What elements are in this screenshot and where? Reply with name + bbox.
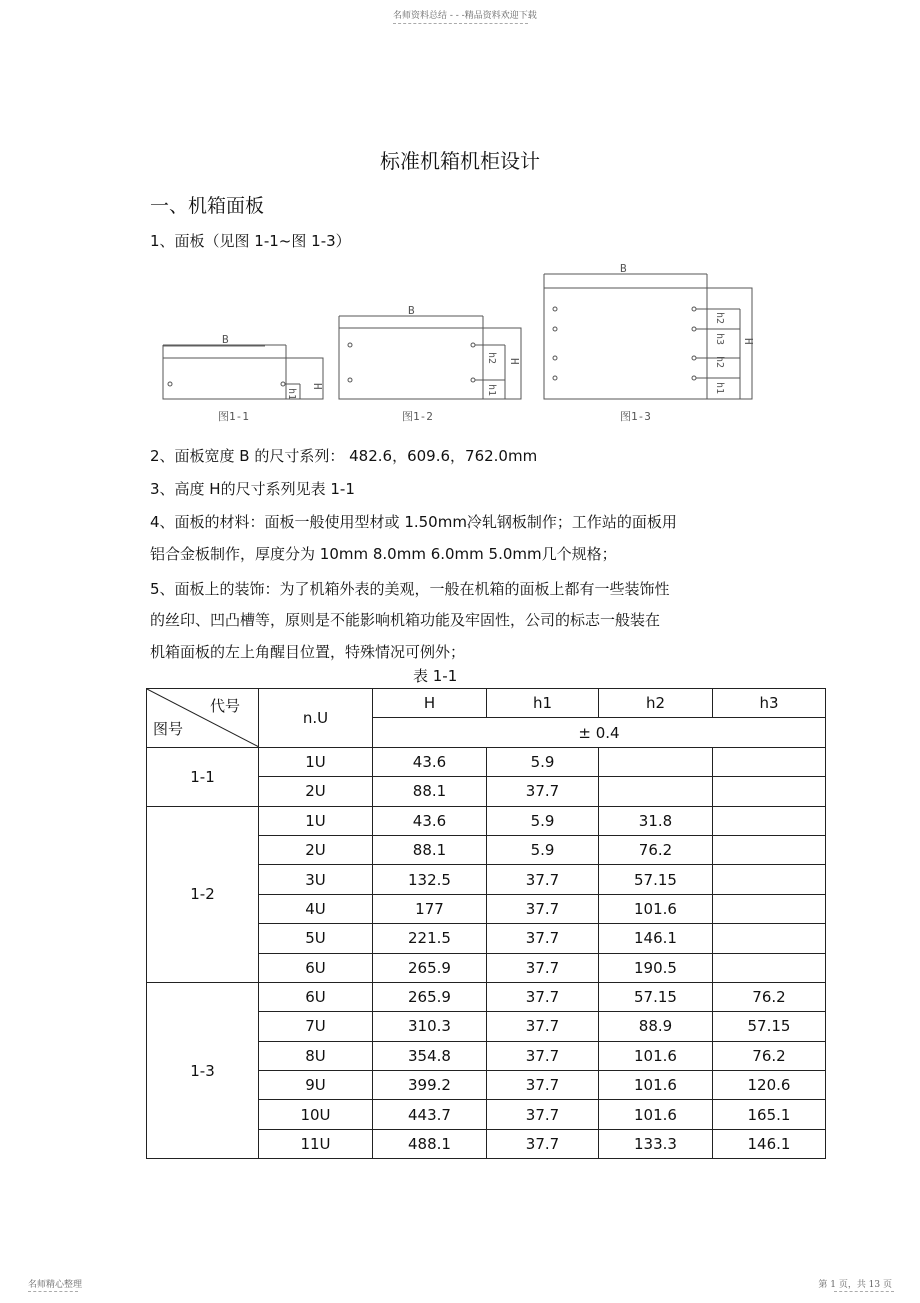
value-cell: 37.7 [487, 777, 599, 806]
value-cell: 76.2 [599, 835, 713, 864]
page-header: 名师资料总结 - - -精品资料欢迎下载 [393, 11, 537, 21]
dim-h1: h1 [286, 388, 297, 401]
value-cell: 76.2 [713, 982, 826, 1011]
value-cell: 5.9 [487, 806, 599, 835]
figure-cell: 1-2 [147, 806, 259, 982]
unit-cell: 6U [259, 953, 373, 982]
footer-divider [28, 1291, 78, 1292]
paragraph: 4、面板的材料：面板一般使用型材或 1.50mm冷轧钢板制作；工作站的面板用 [150, 513, 677, 531]
value-cell: 101.6 [599, 894, 713, 923]
value-cell: 57.15 [599, 865, 713, 894]
dim-h2: h2 [486, 352, 497, 365]
figure-cell: 1-1 [147, 747, 259, 806]
value-cell: 88.1 [373, 835, 487, 864]
value-cell: 57.15 [599, 982, 713, 1011]
dim-H: H [508, 358, 521, 365]
figure-cell: 1-3 [147, 982, 259, 1158]
figure-label: 图1-1 [218, 410, 249, 423]
figure-label: 图1-3 [620, 410, 651, 423]
value-cell: 88.1 [373, 777, 487, 806]
dim-B: B [222, 333, 229, 346]
unit-cell: 6U [259, 982, 373, 1011]
value-cell: 177 [373, 894, 487, 923]
value-cell: 37.7 [487, 865, 599, 894]
dim-h1: h1 [486, 384, 497, 397]
section-heading: 一、机箱面板 [150, 195, 265, 217]
unit-cell: 8U [259, 1041, 373, 1070]
table-row [147, 982, 826, 1011]
value-cell: 310.3 [373, 1012, 487, 1041]
value-cell: 37.7 [487, 924, 599, 953]
value-cell: 76.2 [713, 1041, 826, 1070]
paragraph: 1、面板（见图 1-1~图 1-3） [150, 232, 351, 250]
value-cell [713, 747, 826, 776]
value-cell: 37.7 [487, 982, 599, 1011]
dim-h3: h3 [714, 333, 725, 346]
footer-divider [834, 1291, 894, 1292]
dim-h2: h2 [714, 312, 725, 325]
value-cell: 37.7 [487, 1041, 599, 1070]
tolerance-cell: ± 0.4 [373, 718, 826, 747]
value-cell [599, 777, 713, 806]
value-cell: 37.7 [487, 1071, 599, 1100]
value-cell: 5.9 [487, 747, 599, 776]
value-cell: 265.9 [373, 982, 487, 1011]
value-cell: 265.9 [373, 953, 487, 982]
value-cell [713, 865, 826, 894]
figure-label: 图1-2 [402, 410, 433, 423]
unit-cell: 1U [259, 747, 373, 776]
value-cell: 101.6 [599, 1100, 713, 1129]
unit-cell: 1U [259, 806, 373, 835]
corner-top-label: 代号 [209, 697, 240, 715]
value-cell: 37.7 [487, 1100, 599, 1129]
col-header: h3 [713, 689, 826, 718]
col-header: h2 [599, 689, 713, 718]
value-cell: 101.6 [599, 1041, 713, 1070]
value-cell [713, 835, 826, 864]
dimension-table [146, 688, 826, 1159]
value-cell: 43.6 [373, 806, 487, 835]
value-cell: 146.1 [599, 924, 713, 953]
value-cell: 399.2 [373, 1071, 487, 1100]
unit-cell: 5U [259, 924, 373, 953]
value-cell: 443.7 [373, 1100, 487, 1129]
value-cell: 88.9 [599, 1012, 713, 1041]
table-row [147, 806, 826, 835]
unit-cell: 2U [259, 835, 373, 864]
value-cell: 190.5 [599, 953, 713, 982]
col-header: H [373, 689, 487, 718]
value-cell: 5.9 [487, 835, 599, 864]
value-cell: 57.15 [713, 1012, 826, 1041]
value-cell: 146.1 [713, 1129, 826, 1158]
value-cell: 37.7 [487, 953, 599, 982]
unit-cell: 7U [259, 1012, 373, 1041]
unit-cell: 11U [259, 1129, 373, 1158]
dim-B: B [408, 304, 415, 317]
table-caption: 表 1-1 [413, 667, 458, 685]
page-title: 标准机箱机柜设计 [380, 149, 540, 173]
value-cell: 37.7 [487, 1012, 599, 1041]
dim-h2: h2 [714, 356, 725, 369]
value-cell: 37.7 [487, 894, 599, 923]
value-cell: 101.6 [599, 1071, 713, 1100]
value-cell: 132.5 [373, 865, 487, 894]
paragraph: 5、面板上的装饰：为了机箱外表的美观，一般在机箱的面板上都有一些装饰性 [150, 580, 670, 598]
value-cell [713, 924, 826, 953]
paragraph: 铝合金板制作，厚度分为 10mm 8.0mm 6.0mm 5.0mm几个规格； [150, 545, 617, 563]
value-cell: 31.8 [599, 806, 713, 835]
unit-cell: 10U [259, 1100, 373, 1129]
corner-bottom-label: 图号 [153, 719, 184, 738]
footer-page-number: 第 1 页，共 13 页 [818, 1280, 892, 1290]
unit-cell: 3U [259, 865, 373, 894]
unit-cell: 2U [259, 777, 373, 806]
paragraph: 2、面板宽度 B 的尺寸系列： 482.6，609.6，762.0mm [150, 447, 538, 465]
nu-header: n.U [259, 689, 373, 748]
value-cell: 165.1 [713, 1100, 826, 1129]
unit-cell: 4U [259, 894, 373, 923]
paragraph: 的丝印、凹凸槽等，原则是不能影响机箱功能及牢固性，公司的标志一般装在 [150, 611, 661, 629]
value-cell: 37.7 [487, 1129, 599, 1158]
corner-cell [147, 689, 259, 748]
value-cell: 120.6 [713, 1071, 826, 1100]
panel-diagram-svg [0, 0, 920, 430]
figure-1-1 [163, 345, 323, 399]
value-cell [713, 953, 826, 982]
value-cell: 43.6 [373, 747, 487, 776]
value-cell [713, 806, 826, 835]
paragraph: 3、高度 H的尺寸系列见表 1-1 [150, 480, 355, 498]
dim-H: H [742, 338, 755, 345]
unit-cell: 9U [259, 1071, 373, 1100]
table-row [147, 747, 826, 776]
value-cell [713, 777, 826, 806]
value-cell: 133.3 [599, 1129, 713, 1158]
footer-left: 名师精心整理 [28, 1280, 83, 1290]
col-header: h1 [487, 689, 599, 718]
dim-h1: h1 [714, 382, 725, 395]
dim-B: B [620, 262, 627, 275]
value-cell: 488.1 [373, 1129, 487, 1158]
value-cell: 221.5 [373, 924, 487, 953]
value-cell: 354.8 [373, 1041, 487, 1070]
dim-H: H [311, 383, 324, 390]
paragraph: 机箱面板的左上角醒目位置，特殊情况可例外； [150, 643, 466, 661]
value-cell [713, 894, 826, 923]
value-cell [599, 747, 713, 776]
